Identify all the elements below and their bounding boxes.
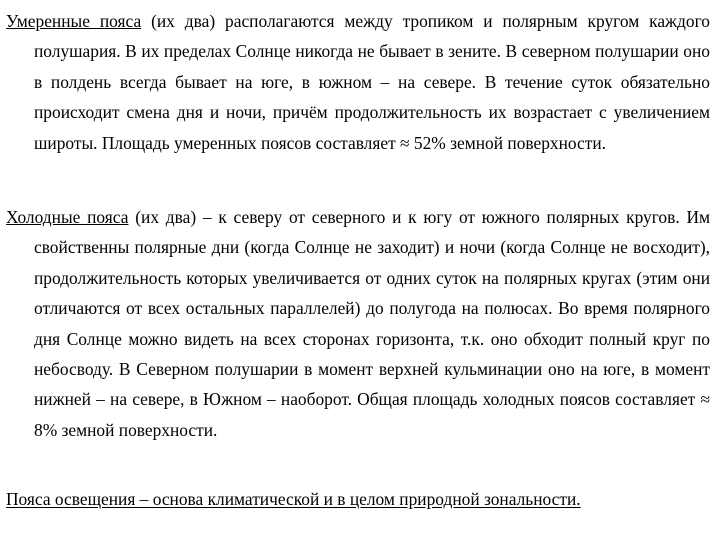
paragraph-text: (их два) – к северу от северного и к югу от южного полярных кругов. Им свойственны полярные дни (когда Солнце не заходит) и ночи (когда Солнце не восходит), продолжительность которых увеличивается от одних суток на полярных кругах (этим они отличаются от всех остальных параллелей) до полугода на полюсах. Во время полярного дня Солнце можно видеть на всех сторонах горизонта, т.к. оно обходит полный круг по небосводу. В Северном полушарии в момент верхней кульминации оно на юге, в момент нижней – на севере, в Южном – наоборот. Общая площадь холодных поясов составляет ≈ 8% земной поверхности. — [34, 207, 711, 440]
paragraph-text: (их два) располагаются между тропиком и полярным кругом каждого полушария. В их пределах Солнце никогда не бывает в зените. В северном полушарии оно в полдень всегда бывает на юге, в южном – на севере. В течение суток обязательно происходит смена дня и ночи, причём продолжительность их возрастает с увеличением широты. Площадь умеренных поясов составляет ≈ 52% земной поверхности. — [34, 11, 710, 153]
paragraph-temperate-zones — [6, 6, 710, 158]
conclusion-text: Пояса освещения – основа климатической и в целом природной зональности. — [6, 489, 581, 509]
paragraph-conclusion — [6, 484, 710, 514]
paragraph-cold-zones — [6, 202, 710, 445]
term-temperate-zones: Умеренные пояса — [6, 11, 142, 31]
term-cold-zones: Холодные пояса — [6, 207, 129, 227]
